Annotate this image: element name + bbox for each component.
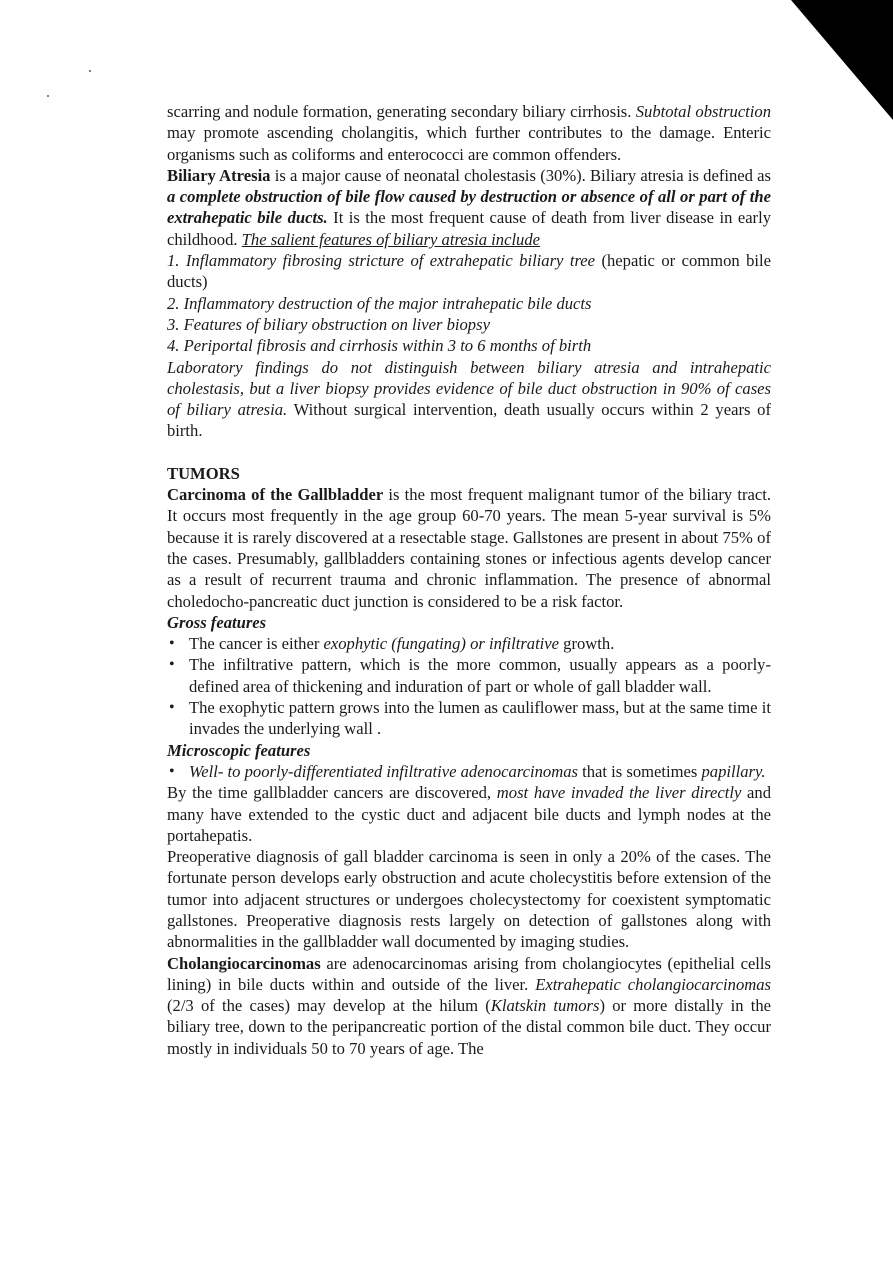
italic-run: 3. Features of biliary obstruction on liver biopsy	[167, 314, 490, 334]
italic-run: Gross features	[167, 612, 267, 632]
feature-item-3	[167, 314, 771, 335]
paragraph-biliary-atresia	[167, 165, 771, 250]
feature-item-1	[167, 250, 771, 293]
text-run: is the most frequent malignant tumor of the biliary tract. It occurs most frequently in the age group 60-70 years. The mean 5-year survival is 5% because it is rarely discovered at a resectable stage. Gallstones are present in about 75% of the cases. Presumably, gallbladders containing stones or infectious agents develop cancer as a result of recurrent trauma and chronic inflammation. The presence of abnormal choledocho-pancreatic duct junction is considered to be a risk factor.	[167, 485, 771, 611]
subheading-microscopic-features	[167, 740, 771, 761]
feature-item-2	[167, 293, 771, 314]
italic-run: Klatskin tumors	[490, 996, 600, 1016]
italic-run: exophytic (fungating) or infiltrative	[323, 634, 560, 654]
italic-run: Extrahepatic cholangiocarcinomas	[535, 974, 771, 994]
text-run: growth.	[559, 634, 615, 654]
paragraph-discovery	[167, 782, 771, 846]
document-page	[167, 101, 771, 1059]
text-run: The cancer is either	[189, 634, 324, 654]
italic-run: 2. Inflammatory destruction of the major intrahepatic bile ducts	[167, 293, 592, 313]
text-run: ) or more distally in the biliary tree, down to the peripancreatic portion of the distal common bile duct. They occur mostly in individuals 50 to 70 years of age. The	[167, 996, 771, 1058]
microscopic-features-list	[167, 761, 771, 782]
text-run: are adenocarcinomas arising from cholangiocytes (epithelial cells lining) in bile ducts within and outside of the liver.	[167, 953, 771, 994]
paragraph-cholangiocarcinomas	[167, 953, 771, 1059]
scan-corner-shadow	[791, 0, 893, 120]
scan-speck	[89, 70, 91, 72]
text-run: By the time gallbladder cancers are discovered,	[167, 783, 497, 803]
italic-run: Well- to poorly-differentiated infiltrative adenocarcinomas	[189, 761, 578, 781]
text-run: (hepatic or common bile ducts)	[167, 251, 771, 292]
subheading-gross-features	[167, 612, 771, 633]
gross-features-list	[167, 633, 771, 739]
paragraph-gallbladder-carcinoma	[167, 484, 771, 612]
list-item: • The infiltrative pattern, which is the more common, usually appears as a poorly-defined area of thickening and induration of part or whole of gall bladder wall.	[167, 654, 771, 697]
term-biliary-atresia: Biliary Atresia	[167, 165, 271, 185]
text-run: is a major cause of neonatal cholestasis (30%). Biliary atresia is defined as	[270, 165, 771, 185]
list-item: • The exophytic pattern grows into the lumen as cauliflower mass, but at the same time it invades the underlying wall .	[167, 697, 771, 740]
text-run: and many have extended to the cystic duct and adjacent bile ducts and lymph nodes at the portahepatis.	[167, 783, 771, 845]
paragraph-laboratory	[167, 357, 771, 442]
italic-run: Laboratory findings do not distinguish between biliary atresia and intrahepatic cholestasis, but a liver biopsy provides evidence of bile duct obstruction in 90% of cases of biliary atresia.	[167, 357, 771, 420]
section-heading-tumors: TUMORS	[167, 463, 240, 483]
text-run: that is sometimes	[577, 761, 702, 781]
text-run: scarring and nodule formation, generating secondary biliary cirrhosis.	[167, 102, 636, 121]
italic-run: most have invaded the liver directly	[496, 783, 742, 803]
text-run: Without surgical intervention, death usually occurs within 2 years of birth.	[167, 400, 771, 441]
list-item	[167, 633, 771, 654]
paragraph-preoperative-diagnosis: Preoperative diagnosis of gall bladder carcinoma is seen in only a 20% of the cases. The fortunate person develops early obstruction and acute cholecystitis before extension of the tumor into adjacent structures or undergoes cholecystectomy for coexistent symptomatic gallstones. Preoperative diagnosis rests largely on detection of gallstones along with abnormalities in the gallbladder wall documented by imaging studies.	[167, 847, 771, 952]
definition-biliary-atresia: a complete obstruction of bile flow caused by destruction or absence of all or part of the extrahepatic bile ducts.	[167, 187, 771, 228]
term-gallbladder-carcinoma: Carcinoma of the Gallbladder	[167, 485, 384, 505]
italic-run: papillary.	[701, 761, 766, 781]
scan-speck	[47, 95, 49, 97]
italic-run: 4. Periportal fibrosis and cirrhosis within 3 to 6 months of birth	[167, 336, 592, 356]
italic-run: Microscopic features	[167, 740, 311, 760]
paragraph-cirrhosis	[167, 101, 771, 165]
term-cholangiocarcinomas: Cholangiocarcinomas	[167, 953, 321, 973]
salient-features-label: The salient features of biliary atresia include	[241, 229, 541, 249]
feature-item-4	[167, 335, 771, 356]
italic-run: 1. Inflammatory fibrosing stricture of extrahepatic biliary tree	[167, 251, 596, 271]
italic-run: Subtotal obstruction	[635, 102, 771, 121]
text-run: may promote ascending cholangitis, which further contributes to the damage. Enteric organisms such as coliforms and enterococci are common offenders.	[167, 123, 771, 164]
text-run: It is the most frequent cause of death from liver disease in early childhood.	[167, 208, 771, 249]
text-run: (2/3 of the cases) may develop at the hilum (	[167, 996, 491, 1016]
list-item	[167, 761, 771, 782]
